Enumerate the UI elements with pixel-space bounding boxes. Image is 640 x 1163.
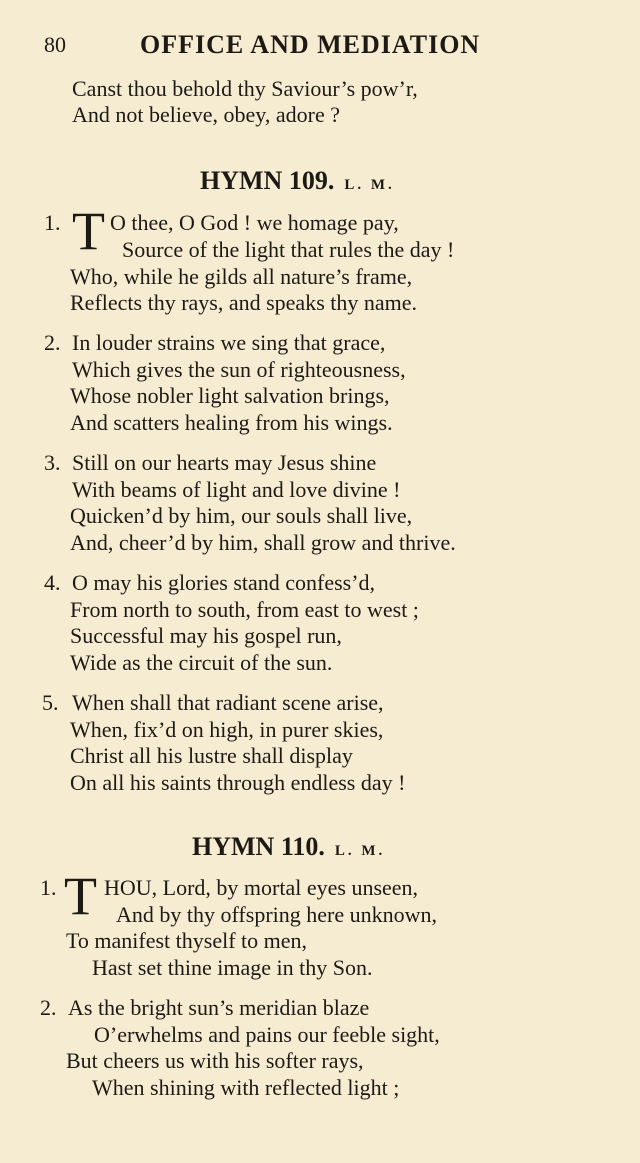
drop-cap: T <box>72 201 105 261</box>
stanza-number: 2. <box>40 995 57 1020</box>
stanza-number: 1. <box>40 875 57 900</box>
stanza-line: O thee, O God ! we homage pay, <box>110 210 399 235</box>
stanza-number: 4. <box>44 570 61 595</box>
hymn-meter: L. M. <box>334 843 386 859</box>
continuation-line: And not believe, obey, adore ? <box>72 102 340 127</box>
stanza-line: And scatters healing from his wings. <box>70 410 393 435</box>
stanza-line: And, cheer’d by him, shall grow and thrive. <box>70 530 456 555</box>
page-number: 80 <box>44 32 66 57</box>
stanza-line: In louder strains we sing that grace, <box>72 330 386 355</box>
stanza-line: But cheers us with his softer rays, <box>66 1048 364 1073</box>
stanza-line: Source of the light that rules the day ! <box>122 237 455 262</box>
stanza-number: 3. <box>44 450 61 475</box>
stanza-line: Hast set thine image in thy Son. <box>92 955 373 980</box>
stanza-line: And by thy offspring here unknown, <box>116 902 437 927</box>
stanza-line: Quicken’d by him, our souls shall live, <box>70 503 413 528</box>
stanza-line: Which gives the sun of righteousness, <box>72 357 406 382</box>
stanza-line: O may his glories stand confess’d, <box>72 570 376 595</box>
stanza-line: Reflects thy rays, and speaks thy name. <box>70 290 418 315</box>
continuation-line: Canst thou behold thy Saviour’s pow’r, <box>72 76 418 101</box>
stanza-line: From north to south, from east to west ; <box>70 597 419 622</box>
hymn-number: HYMN 110. <box>192 832 325 861</box>
stanza-line: Whose nobler light salvation brings, <box>70 383 390 408</box>
stanza-line: Wide as the circuit of the sun. <box>70 650 333 675</box>
stanza-line: HOU, Lord, by mortal eyes unseen, <box>104 875 419 900</box>
hymn-110-title <box>192 832 385 862</box>
stanza-line: When shall that radiant scene arise, <box>72 690 384 715</box>
hymn-meter: L. M. <box>344 177 395 193</box>
stanza-number: 1. <box>44 210 61 235</box>
stanza-line: Successful may his gospel run, <box>70 623 342 648</box>
stanza-number: 2. <box>44 330 61 355</box>
stanza-line: Still on our hearts may Jesus shine <box>72 450 377 475</box>
stanza-number: 5. <box>42 690 59 715</box>
drop-cap: T <box>64 866 97 926</box>
stanza-line: To manifest thyself to men, <box>66 928 308 953</box>
stanza-line: When shining with reflected light ; <box>92 1075 400 1100</box>
stanza-line: Christ all his lustre shall display <box>70 743 353 768</box>
stanza-line: When, fix’d on high, in purer skies, <box>70 717 384 742</box>
running-title: OFFICE AND MEDIATION <box>140 30 481 59</box>
page-header <box>44 30 514 64</box>
stanza-line: On all his saints through endless day ! <box>70 770 406 795</box>
stanza-line: As the bright sun’s meridian blaze <box>68 995 370 1020</box>
hymn-number: HYMN 109. <box>200 166 335 195</box>
hymn-109-title <box>200 166 395 196</box>
stanza-line: Who, while he gilds all nature’s frame, <box>70 264 413 289</box>
stanza-line: O’erwhelms and pains our feeble sight, <box>94 1022 440 1047</box>
stanza-line: With beams of light and love divine ! <box>72 477 401 502</box>
